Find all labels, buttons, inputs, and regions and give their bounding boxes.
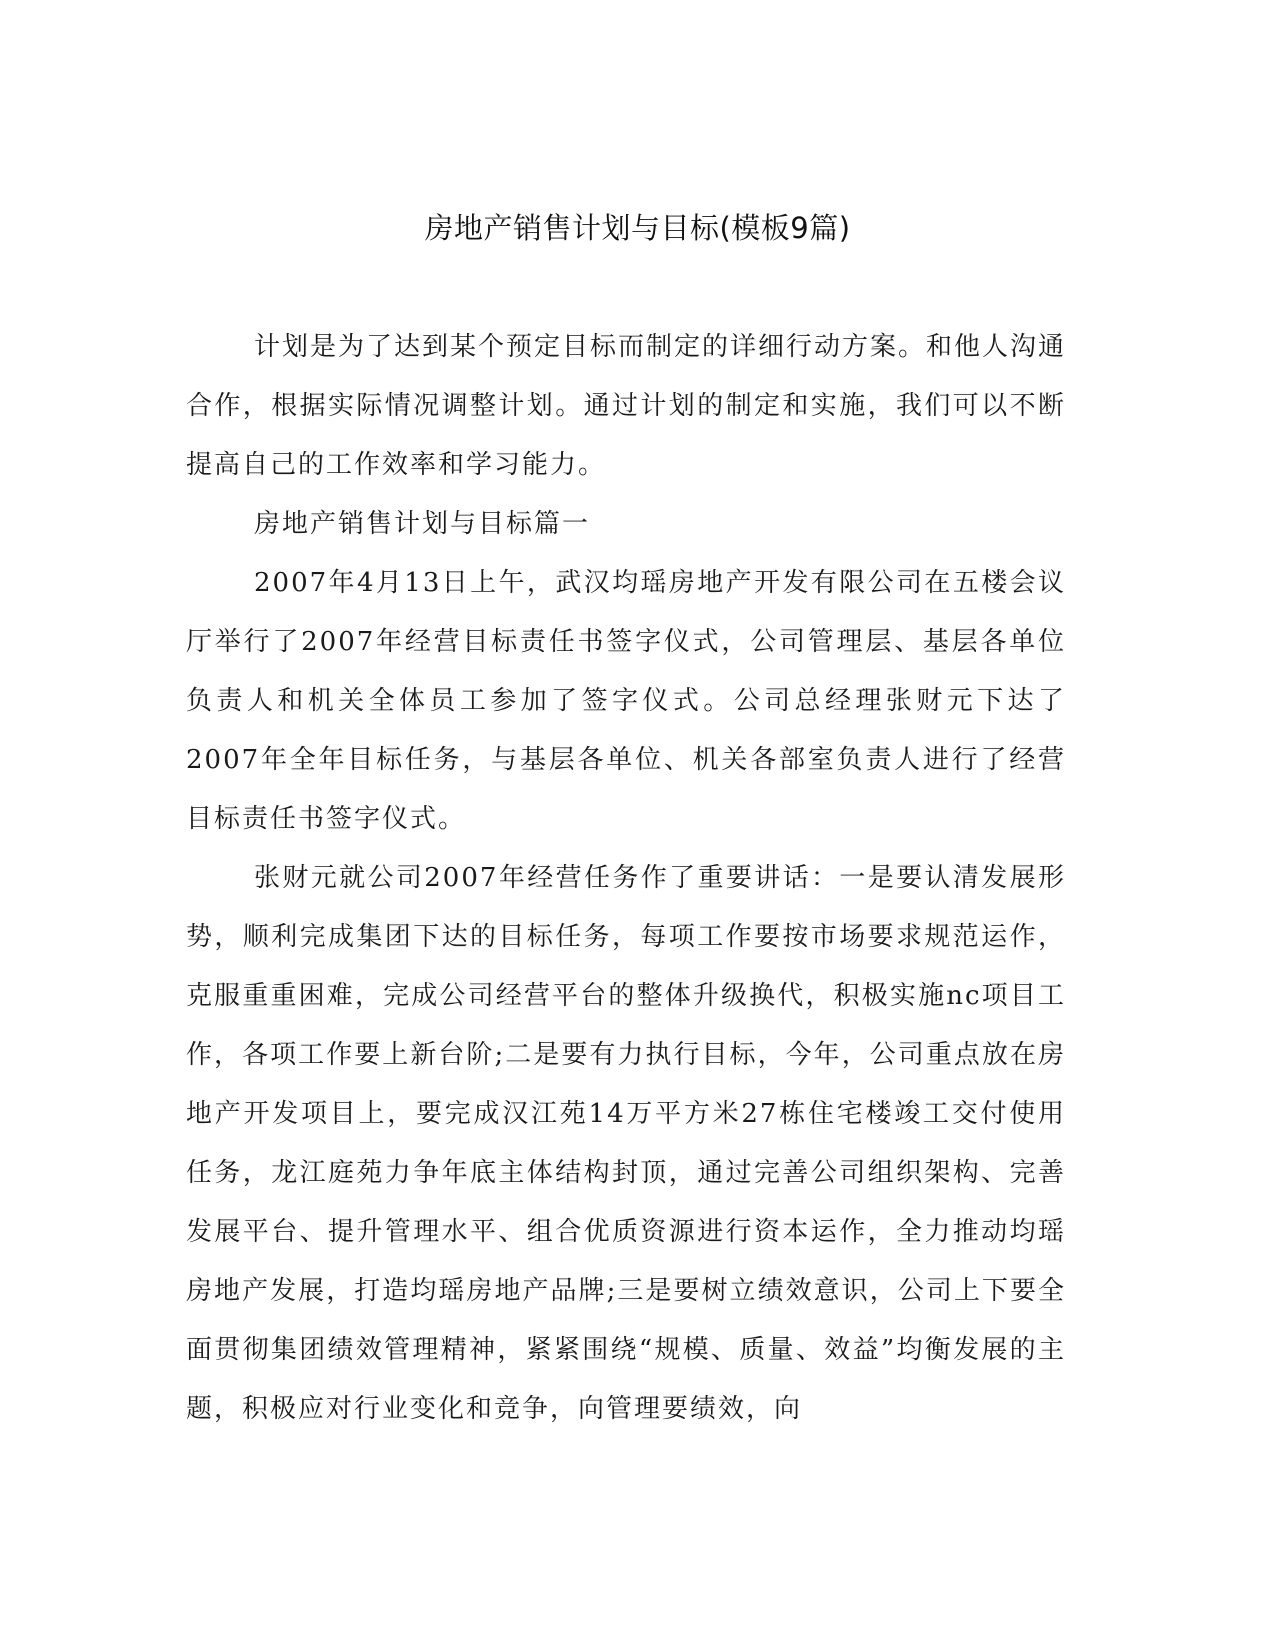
intro-paragraph: 计划是为了达到某个预定目标而制定的详细行动方案。和他人沟通合作，根据实际情况调整计划。通过计划的制定和实施，我们可以不断提高自己的工作效率和学习能力。 <box>186 332 1067 480</box>
body-paragraph: 2007年4月13日上午，武汉均瑶房地产开发有限公司在五楼会议厅举行了2007年经营目标责任书签字仪式，公司管理层、基层各单位负责人和机关全体员工参加了签字仪式。公司总经理张财元下达了2007年全年目标任务，与基层各单位、机关各部室负责人进行了经营目标责任书签字仪式。 <box>186 568 1066 834</box>
document-body <box>186 318 1066 1439</box>
section-heading: 房地产销售计划与目标篇一 <box>254 509 591 539</box>
body-paragraph: 张财元就公司2007年经营任务作了重要讲话：一是要认清发展形势，顺利完成集团下达的目标任务，每项工作要按市场要求规范运作，克服重重困难，完成公司经营平台的整体升级换代，积极实施nc项目工作，各项工作要上新台阶;二是要有力执行目标，今年，公司重点放在房地产开发项目上，要完成汉江苑14万平方米27栋住宅楼竣工交付使用任务，龙江庭苑力争年底主体结构封顶，通过完善公司组织架构、完善发展平台、提升管理水平、组合优质资源进行资本运作，全力推动均瑶房地产发展，打造均瑶房地产品牌;三是要树立绩效意识，公司上下要全面贯彻集团绩效管理精神，紧紧围绕“规模、质量、效益”均衡发展的主题，积极应对行业变化和竞争，向管理要绩效，向 <box>186 863 1066 1424</box>
document-title: 房地产销售计划与目标(模板9篇) <box>424 211 851 245</box>
